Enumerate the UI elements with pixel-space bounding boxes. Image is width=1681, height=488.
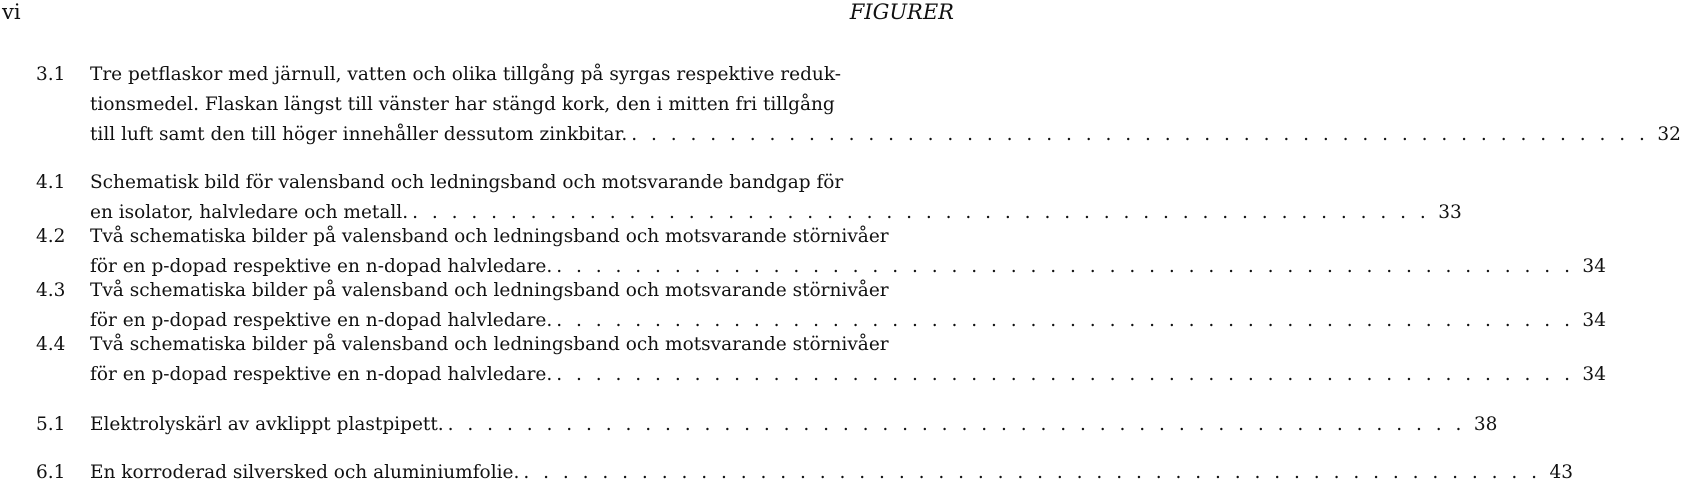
dot-leader: . . . . . . . . . . . . . . . . . . . . . . . . . . . . . . . . . . . . . . . . . . . . . . . . . . . . — [447, 414, 1466, 435]
caption-line: Elektrolyskärl av avklippt plastpipett. — [90, 414, 444, 435]
caption-line: Två schematiska bilder på valensband och ledningsband och motsvarande störnivåer — [90, 334, 889, 355]
caption-line: Schematisk bild för valensband och ledningsband och motsvarande bandgap för — [90, 172, 844, 193]
figure-caption — [90, 458, 1574, 488]
dot-leader: . . . . . . . . . . . . . . . . . . . . . . . . . . . . . . . . . . . . . . . . . . . . . . . . . . . . — [412, 202, 1430, 223]
figure-entry-5-1 — [36, 410, 1498, 440]
figure-caption — [90, 410, 1498, 440]
figure-entry-4-3 — [36, 276, 1606, 336]
figure-number: 4.2 — [36, 226, 66, 247]
section-title: FIGURER — [849, 0, 954, 24]
page-number: 33 — [1438, 202, 1462, 223]
figure-caption — [90, 60, 1681, 150]
caption-line: en isolator, halvledare och metall. — [90, 202, 409, 223]
figure-caption — [90, 222, 1606, 282]
figure-number: 4.3 — [36, 280, 66, 301]
figure-entry-4-1 — [36, 168, 1462, 228]
figure-number: 5.1 — [36, 414, 66, 435]
page-number: 34 — [1582, 256, 1606, 277]
caption-line: Två schematiska bilder på valensband och ledningsband och motsvarande störnivåer — [90, 280, 889, 301]
page-number: 32 — [1657, 124, 1681, 145]
caption-line: En korroderad silversked och aluminiumfolie. — [90, 462, 520, 483]
figure-entry-3-1 — [36, 60, 1681, 150]
figure-caption — [90, 330, 1606, 390]
figure-caption — [90, 276, 1606, 336]
caption-last-line — [90, 458, 1574, 488]
page-number: 34 — [1582, 310, 1606, 331]
figure-number: 6.1 — [36, 462, 66, 483]
caption-last-line — [90, 120, 1681, 150]
caption-line: för en p-dopad respektive en n-dopad halvledare. — [90, 310, 553, 331]
figure-entry-4-2 — [36, 222, 1606, 282]
page-number: 43 — [1549, 462, 1574, 483]
dot-leader: . . . . . . . . . . . . . . . . . . . . . . . . . . . . . . . . . . . . . . . . . . . . . . . . . . . . — [631, 124, 1649, 145]
figure-entry-4-4 — [36, 330, 1606, 390]
caption-last-line — [90, 410, 1498, 440]
dot-leader: . . . . . . . . . . . . . . . . . . . . . . . . . . . . . . . . . . . . . . . . . . . . . . . . . . . . — [556, 310, 1574, 331]
figure-number: 3.1 — [36, 64, 66, 85]
caption-line: till luft samt den till höger innehåller dessutom zinkbitar. — [90, 124, 628, 145]
page-number: 38 — [1473, 414, 1498, 435]
caption-last-line — [90, 360, 1606, 390]
dot-leader: . . . . . . . . . . . . . . . . . . . . . . . . . . . . . . . . . . . . . . . . . . . . . . . . . . . . — [556, 364, 1574, 385]
caption-line: Två schematiska bilder på valensband och ledningsband och motsvarande störnivåer — [90, 226, 889, 247]
figure-caption — [90, 168, 1462, 228]
caption-line: för en p-dopad respektive en n-dopad halvledare. — [90, 364, 553, 385]
dot-leader: . . . . . . . . . . . . . . . . . . . . . . . . . . . . . . . . . . . . . . . . . . . . . . . . . . . . — [556, 256, 1574, 277]
figure-number: 4.1 — [36, 172, 66, 193]
figure-entry-6-1 — [36, 458, 1574, 488]
caption-line: för en p-dopad respektive en n-dopad halvledare. — [90, 256, 553, 277]
dot-leader: . . . . . . . . . . . . . . . . . . . . . . . . . . . . . . . . . . . . . . . . . . . . . . . . . . . . — [523, 462, 1542, 483]
page-label: vi — [2, 0, 21, 24]
figure-number: 4.4 — [36, 334, 66, 355]
caption-line: tionsmedel. Flaskan längst till vänster har stängd kork, den i mitten fri tillgång — [90, 94, 835, 115]
running-header — [2, 0, 954, 28]
caption-line: Tre petflaskor med järnull, vatten och olika tillgång på syrgas respektive reduk- — [90, 64, 841, 85]
page-number: 34 — [1582, 364, 1606, 385]
